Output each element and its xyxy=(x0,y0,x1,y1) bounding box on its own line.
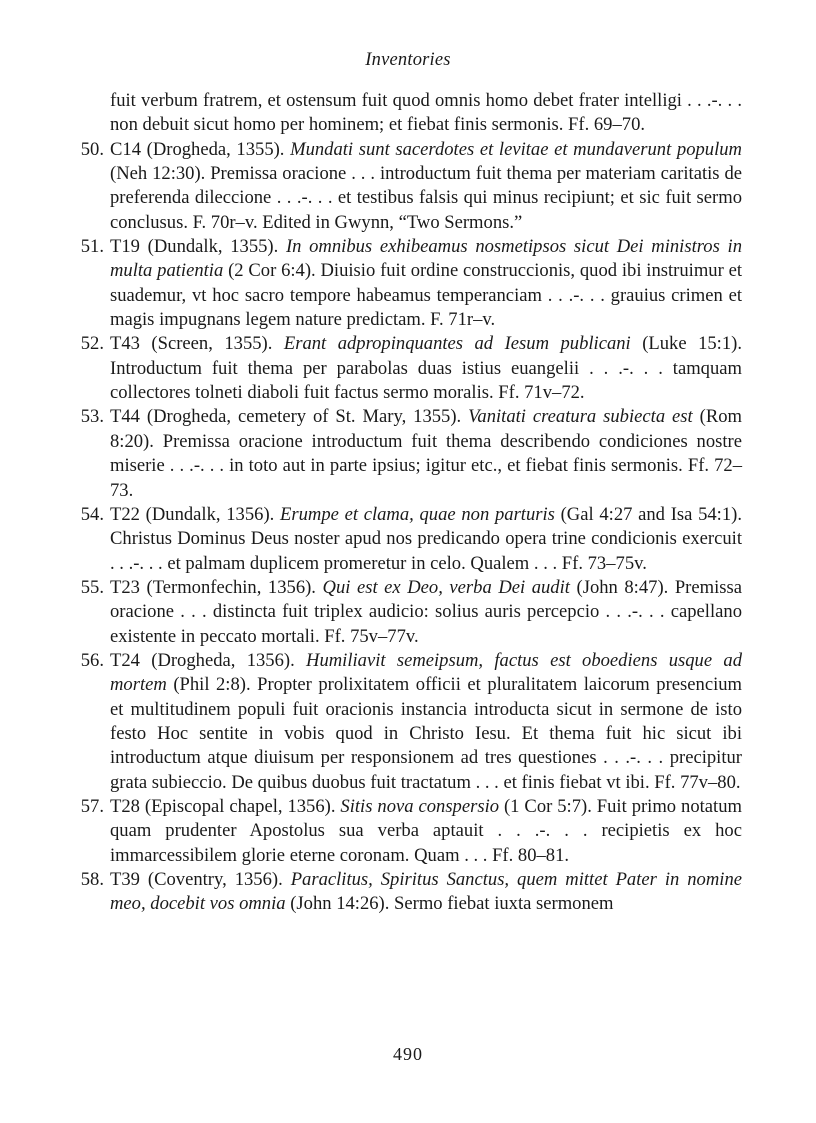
continuation-paragraph xyxy=(48,89,742,138)
entry-body: (Neh 12:30). Premissa oracione . . . introductum fuit thema per materiam caritatis de preferenda dileccione . . .-. . . et testibus falsis qui minus recipiunt; et sic fuit sermo conclusus. F. 70r–v. Edited in Gwynn, “Two Sermons.” xyxy=(110,163,742,233)
entry-incipit: Erant adpropinquantes ad Iesum publicani xyxy=(283,333,631,355)
entry-50 xyxy=(48,138,742,235)
entry-57 xyxy=(48,795,742,868)
entry-lead: T22 (Dundalk, 1356). xyxy=(110,503,280,525)
entry-lead: T28 (Episcopal chapel, 1356). xyxy=(110,795,341,817)
entry-lead: T23 (Termonfechin, 1356). xyxy=(110,576,323,598)
entry-number: 55. xyxy=(80,576,104,598)
entry-body: (1 Cor 5:7). Fuit primo notatum quam prudenter Apostolus sua verba aptauit . . .-. . . recipietis ex hoc immarcessibilem glorie eterne coronam. Quam . . . Ff. 80–81. xyxy=(110,795,742,866)
entry-number: 56. xyxy=(80,649,104,671)
entry-body: (Luke 15:1). Introductum fuit thema per parabolas duas istius euangelii . . .-. . . tamquam collectores tolneti diaboli fuit factus sermo moralis. Ff. 71v–72. xyxy=(110,333,742,404)
entry-text xyxy=(110,576,742,649)
entry-number: 50. xyxy=(80,138,104,160)
entry-number: 57. xyxy=(80,795,104,817)
continuation-text: fuit verbum fratrem, et ostensum fuit quod omnis homo debet frater intelligi . . .-. . . non debuit sicut homo per hominem; et fiebat finis sermonis. Ff. 69–70. xyxy=(110,90,742,136)
entry-body: (Rom 8:20). Premissa oracione introductum fuit thema describendo condiciones nostre miserie . . .-. . . in toto aut in parte ipsius; igitur etc., et fiebat finis sermonis. Ff. 72–73. xyxy=(110,406,742,501)
entry-body: (Gal 4:27 and Isa 54:1). Christus Dominus Deus noster apud nos predicando opera trine condicionis exercuit . . .-. . . et palmam duplicem promeretur in celo. Qualem . . . Ff. 73–75v. xyxy=(110,503,742,574)
entry-lead: T39 (Coventry, 1356). xyxy=(110,869,291,890)
entry-number: 51. xyxy=(80,236,104,258)
entry-body: (John 8:47). Premissa oracione . . . distincta fuit triplex audicio: solius auris percepcio . . .-. . . capellano existente in peccato mortali. Ff. 75v–77v. xyxy=(110,576,742,647)
entry-number: 58. xyxy=(80,869,104,890)
entry-incipit: Humiliavit semeipsum, factus est oboediens usque ad mortem xyxy=(110,649,742,696)
entry-lead: C14 (Drogheda, 1355). xyxy=(110,138,291,160)
entry-body: (John 14:26). Sermo fiebat iuxta sermonem xyxy=(285,893,614,915)
entry-54 xyxy=(48,503,742,576)
entry-text xyxy=(110,332,742,405)
entry-lead: T19 (Dundalk, 1355). xyxy=(110,236,286,258)
entry-text xyxy=(110,235,742,332)
entry-52 xyxy=(48,332,742,405)
entry-lead: T43 (Screen, 1355). xyxy=(110,333,284,355)
entry-51 xyxy=(48,235,742,332)
entry-53 xyxy=(48,405,742,502)
entry-text xyxy=(110,138,742,235)
entry-number: 54. xyxy=(80,503,104,525)
entry-text xyxy=(110,795,742,868)
entry-incipit: In omnibus exhibeamus nosmetipsos sicut Dei ministros in multa patientia xyxy=(110,236,742,282)
entry-incipit: Vanitati creatura subiecta est xyxy=(468,406,693,428)
entry-55 xyxy=(48,576,742,649)
entry-incipit: Mundati sunt sacerdotes et levitae et mundaverunt populum xyxy=(290,138,742,160)
page-number: 490 xyxy=(393,1044,423,1064)
entry-text xyxy=(110,868,742,917)
running-title: Inventories xyxy=(365,50,451,70)
entry-number: 52. xyxy=(80,333,104,355)
text-block xyxy=(48,89,742,917)
entry-text xyxy=(110,649,742,795)
entry-lead: T44 (Drogheda, cemetery of St. Mary, 1355). xyxy=(110,406,469,428)
entry-incipit: Erumpe et clama, quae non parturis xyxy=(280,503,555,525)
entry-incipit: Paraclitus, Spiritus Sanctus, quem mittet Pater in nomine meo, docebit vos omnia xyxy=(110,869,742,915)
entry-58 xyxy=(48,868,742,917)
entry-body: (Phil 2:8). Propter prolixitatem officii et pluralitatem laicorum presencium et multitudinem populi fuit oracionis instancia introducta sicut in sermone de isto festo Hoc sentite in vobis quod in Christo Iesu. Et thema fuit hic sicut ibi introductum atque diuisum per responsionem ad tres questiones . . .-. . . precipitur grata subieccio. De quibus duobus fuit tractatum . . . et finis fiebat vt ibi. Ff. 77v–80. xyxy=(110,674,742,793)
entry-56 xyxy=(48,649,742,795)
entry-text xyxy=(110,503,742,576)
entry-text xyxy=(110,405,742,502)
entry-number: 53. xyxy=(80,406,104,428)
entry-body: (2 Cor 6:4). Diuisio fuit ordine construccionis, quod ibi instruimur et suademur, vt hoc sacro tempore habeamus temperanciam . . .-. . . grauius crimen et magis impugnans legem nature predictam. F. 71r–v. xyxy=(110,260,743,331)
entry-incipit: Sitis nova conspersio xyxy=(340,795,500,817)
entry-lead: T24 (Drogheda, 1356). xyxy=(110,649,307,671)
entry-incipit: Qui est ex Deo, verba Dei audit xyxy=(322,576,570,598)
